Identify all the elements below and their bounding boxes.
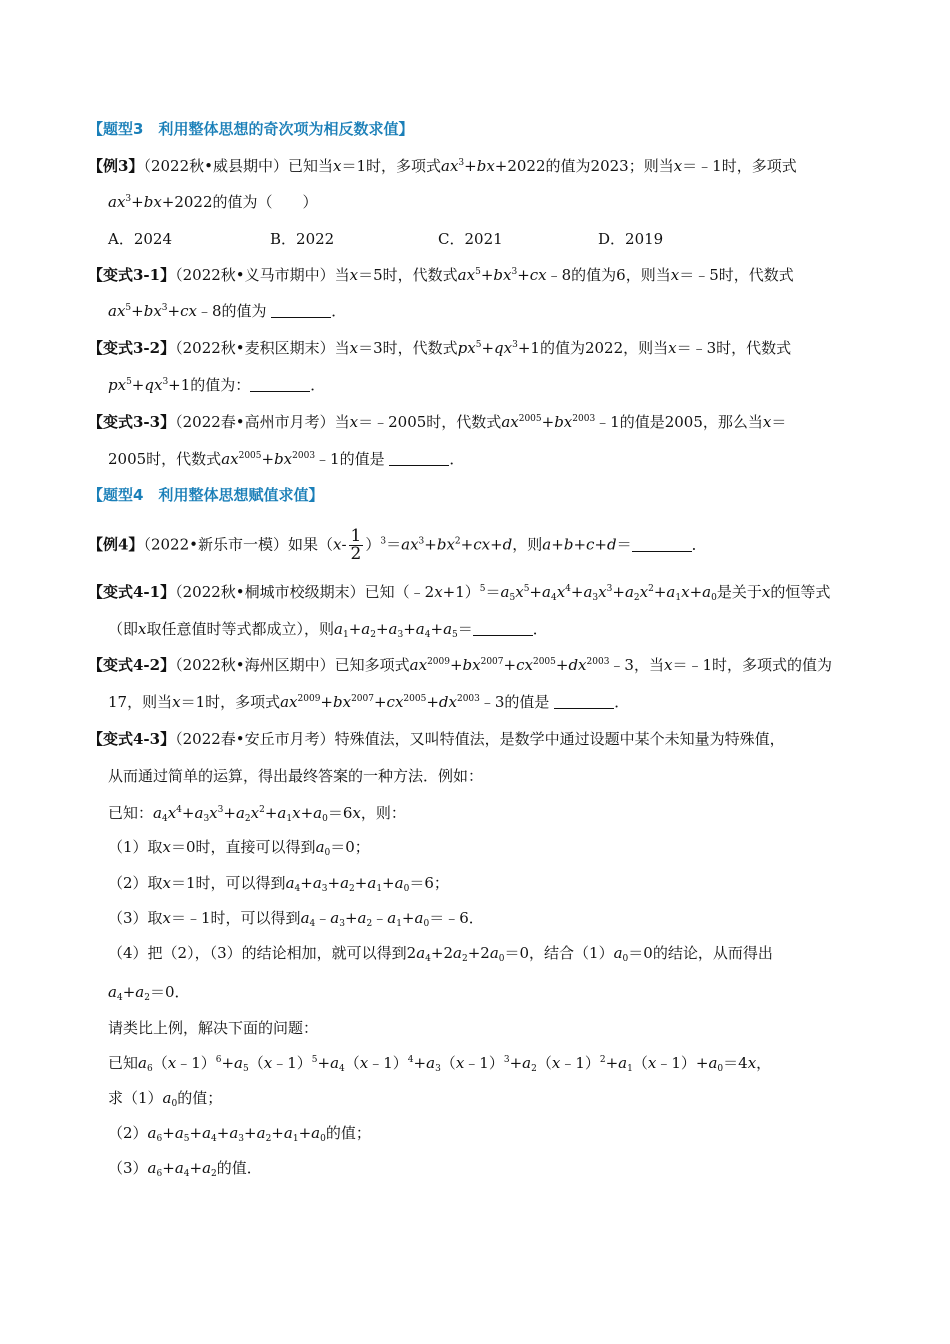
variant-3-1-line-1: 【变式3-1】（2022秋•义马市期中）当x＝5时，代数式$ax^5+bx^3+cx﹣8$的值为6，则当x＝﹣5时，代数式 — [88, 266, 794, 284]
variant-4-2-tag: 【变式4-2】 — [88, 656, 176, 674]
variant-3-2-tag: 【变式3-2】 — [88, 339, 176, 357]
variant-4-3-source: （2022春•安丘市月考） — [175, 730, 335, 748]
step-2: （2）取x＝1时，可以得到$a_4+a_3+a_2+a_1+a_0=6$； — [108, 874, 449, 894]
variant-4-2-source: （2022秋•海州区期中） — [175, 656, 335, 674]
variant-3-3-tag: 【变式3-3】 — [88, 413, 176, 431]
answer-blank[interactable] — [473, 621, 533, 636]
section-heading-3: 【题型3 利用整体思想的奇次项为相反数求值】 — [88, 120, 414, 138]
variant-4-1-source: （2022秋•桐城市校级期末） — [175, 583, 365, 601]
variant-4-2-line-2: 17，则当x＝1时，多项式$ax^{2009}+bx^{2007}+cx^{2005}+dx^{2003}﹣3$的值是 ． — [108, 693, 630, 711]
example-3-line-1: 【例3】（2022秋•威县期中）已知当x＝1时，多项式$ax^3+bx+2022$的值为2023；则当x＝﹣1时，多项式 — [88, 157, 797, 175]
answer-blank[interactable] — [389, 451, 449, 466]
variant-3-2-line-2: $px^5+qx^3+1$的值为： ． — [108, 376, 326, 394]
variant-3-2-source: （2022秋•麦积区期末） — [175, 339, 335, 357]
variant-4-1-tag: 【变式4-1】 — [88, 583, 176, 601]
answer-blank[interactable] — [271, 303, 331, 318]
fraction-one-half: $\frac{1}{2}$ — [350, 526, 362, 564]
variant-4-1-line-1: 【变式4-1】（2022秋•桐城市校级期末）已知$(﹣2x+1)^5=a_5x^5+a_4x^4+a_3x^3+a_2x^2+a_1x+a_0$是关于x的恒等式 — [88, 583, 831, 603]
example-4-tag: 【例4】 — [88, 535, 144, 554]
example-3-source: （2022秋•威县期中） — [143, 157, 288, 175]
question-1: 求$(1)a_0$的值； — [108, 1089, 223, 1109]
variant-3-3-line-2: 2005时，代数式$ax^{2005}+bx^{2003}﹣1$的值是 ． — [108, 450, 465, 468]
analogy-prompt: 请类比上例，解决下面的问题： — [108, 1019, 319, 1037]
step-4-line-2: $a_4+a_2=0$． — [108, 983, 190, 1003]
option-d: D．2019 — [598, 230, 664, 248]
option-b: B．2022 — [270, 230, 335, 248]
example-4-source: （2022•新乐市一模） — [143, 535, 288, 554]
answer-blank[interactable] — [554, 694, 614, 709]
example-3-line-2: $ax^3+bx+2022$的值为（ ） — [108, 193, 318, 211]
variant-4-3-intro: 特殊值法，又叫特值法，是数学中通过设题中某个未知量为特殊值， — [334, 730, 785, 748]
variant-3-2-line-1: 【变式3-2】（2022秋•麦积区期末）当x＝3时，代数式$px^5+qx^3+1$的值为2022，则当x＝﹣3时，代数式 — [88, 339, 792, 357]
variant-4-1-line-2: （即x取任意值时等式都成立），则$a_1+a_2+a_3+a_4+a_5=$ ． — [108, 620, 548, 640]
variant-4-3-line-1 — [88, 729, 785, 749]
question-2: $(2)a_6+a_5+a_4+a_3+a_2+a_1+a_0$的值； — [108, 1124, 371, 1144]
option-a: A．2024 — [108, 230, 173, 248]
variant-4-3-intro-2: 从而通过简单的运算，得出最终答案的一种方法．例如： — [108, 767, 484, 785]
step-1: （1）取x＝0时，直接可以得到$a_0=0$； — [108, 838, 370, 858]
answer-blank[interactable] — [250, 377, 310, 392]
variant-3-3-line-1: 【变式3-3】（2022春•高州市月考）当x＝﹣2005时，代数式$ax^{2005}+bx^{2003}﹣1$的值是2005，那么当x＝ — [88, 413, 787, 431]
example-3-tag: 【例3】 — [88, 157, 144, 175]
section-heading-4: 【题型4 利用整体思想赋值求值】 — [88, 486, 324, 504]
given-equation: 已知：$a_4x^4+a_3x^3+a_2x^2+a_1x+a_0=6x$，则： — [108, 804, 406, 824]
question-3: $(3)a_6+a_4+a_2$的值． — [108, 1159, 262, 1179]
option-c: C．2021 — [438, 230, 503, 248]
variant-4-3-tag: 【变式4-3】 — [88, 730, 176, 748]
answer-blank[interactable] — [632, 537, 692, 552]
example-4-line: 【例4】（2022•新乐市一模）如果（x- $\frac{1}{2}$ ）$^3=ax^3+bx^2+cx+d$，则a+b+c+d＝ ． — [88, 526, 707, 564]
problem-equation: 已知$a_6(x﹣1)^6+a_5(x﹣1)^5+a_4(x﹣1)^4+a_3(x﹣1)^3+a_2(x﹣1)^2+a_1(x﹣1)+a_0=4x$， — [108, 1054, 772, 1074]
variant-3-3-source: （2022春•高州市月考） — [175, 413, 335, 431]
step-3: （3）取x＝﹣1时，可以得到$a_4﹣a_3+a_2﹣a_1+a_0=﹣6$． — [108, 909, 484, 929]
variant-3-1-line-2: $ax^5+bx^3+cx﹣8$的值为 ． — [108, 302, 347, 320]
variant-4-2-line-1: 【变式4-2】（2022秋•海州区期中）已知多项式$ax^{2009}+bx^{2007}+cx^{2005}+dx^{2003}﹣3$，当x＝﹣1时，多项式的值为 — [88, 656, 832, 674]
step-4-line-1: （4）把（2），（3）的结论相加，就可以得到$2a_4+2a_2+2a_0=0$，结合$(1)a_0=0$的结论，从而得出 — [108, 944, 773, 964]
variant-3-1-source: （2022秋•义马市期中） — [175, 266, 335, 284]
variant-3-1-tag: 【变式3-1】 — [88, 266, 176, 284]
